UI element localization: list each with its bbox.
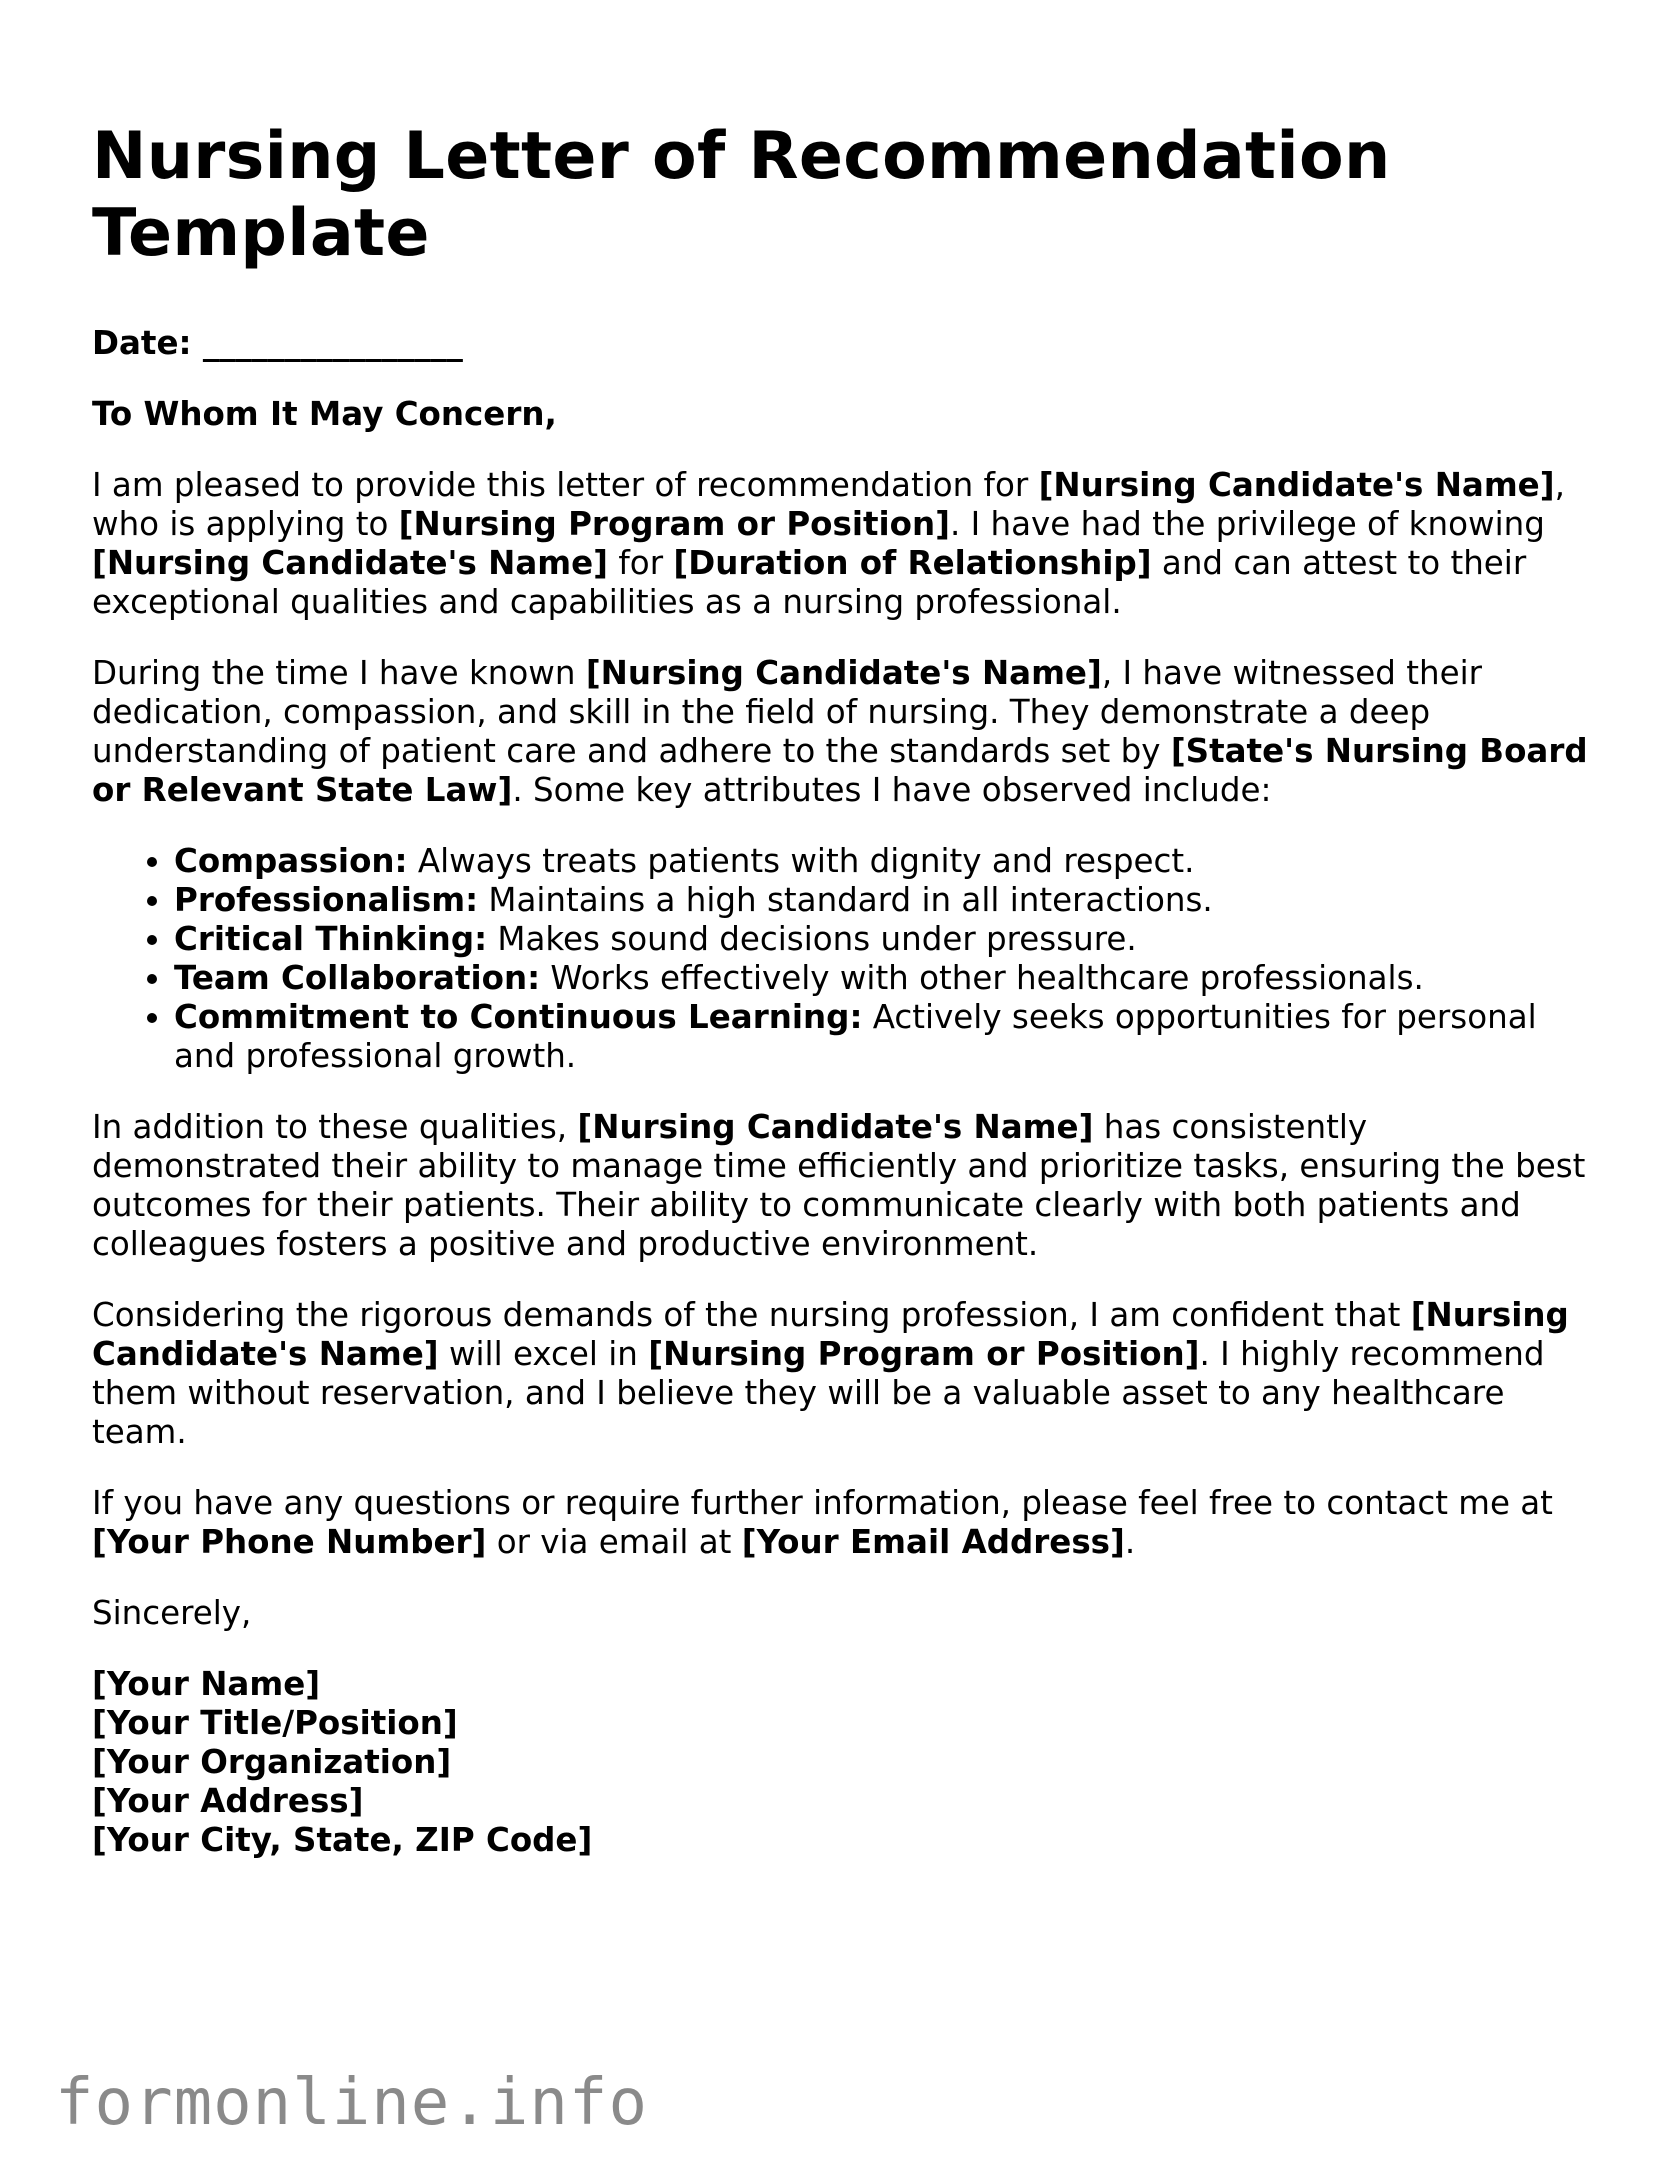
attribute-text: Makes sound decisions under pressure.	[487, 920, 1137, 958]
text: , I have witnessed their dedication, compassion, and skill in the field of nursing. They demonstrate a deep understanding of patient care and adhere to the standards set by	[92, 654, 1482, 770]
placeholder-candidate-name: [Nursing Candidate's Name]	[585, 654, 1102, 692]
attribute-text: Always treats patients with dignity and respect.	[407, 842, 1195, 880]
placeholder-candidate-name: [Nursing Candidate's Name]	[1038, 466, 1555, 504]
paragraph-observations	[92, 654, 1602, 810]
placeholder-program: [Nursing Program or Position]	[398, 505, 950, 543]
date-label: Date:	[92, 324, 192, 362]
attribute-label: Professionalism:	[174, 881, 479, 919]
attribute-label: Compassion:	[174, 842, 408, 880]
signature-city-state-zip: [Your City, State, ZIP Code]	[92, 1821, 593, 1859]
date-line	[92, 324, 1602, 363]
list-item	[174, 998, 1602, 1076]
text: .	[1124, 1523, 1136, 1561]
text: and can attest to their exceptional qualities and capabilities as a nursing professional.	[92, 544, 1527, 621]
attribute-label: Commitment to Continuous Learning:	[174, 998, 863, 1036]
placeholder-phone: [Your Phone Number]	[92, 1523, 487, 1561]
paragraph-contact	[92, 1484, 1602, 1562]
paragraph-additional	[92, 1108, 1602, 1264]
paragraph-recommendation	[92, 1296, 1602, 1452]
list-item	[174, 881, 1602, 920]
signature-block	[92, 1665, 1602, 1860]
list-item	[174, 842, 1602, 881]
signature-title: [Your Title/Position]	[92, 1704, 458, 1742]
paragraph-intro	[92, 466, 1602, 622]
salutation: To Whom It May Concern,	[92, 395, 557, 433]
text: . I highly recommend them without reservation, and I believe they will be a valuable asset to any healthcare team.	[92, 1335, 1545, 1451]
text: Considering the rigorous demands of the nursing profession, I am confident that	[92, 1296, 1411, 1334]
text: , who is applying to	[92, 466, 1565, 543]
text: will excel in	[438, 1335, 649, 1373]
signature-address: [Your Address]	[92, 1782, 364, 1820]
closing: Sincerely,	[92, 1594, 252, 1632]
placeholder-program: [Nursing Program or Position]	[648, 1335, 1200, 1373]
text: In addition to these qualities,	[92, 1108, 578, 1146]
attribute-text: Works effectively with other healthcare professionals.	[540, 959, 1424, 997]
signature-organization: [Your Organization]	[92, 1743, 452, 1781]
text: or via email at	[486, 1523, 742, 1561]
list-item	[174, 920, 1602, 959]
text: for	[608, 544, 674, 582]
placeholder-email: [Your Email Address]	[741, 1523, 1125, 1561]
attribute-label: Team Collaboration:	[174, 959, 541, 997]
placeholder-candidate-name: [Nursing Candidate's Name]	[92, 1296, 1569, 1373]
list-item	[174, 959, 1602, 998]
page-title: Nursing Letter of Recommendation Template	[92, 119, 1391, 271]
attribute-label: Critical Thinking:	[174, 920, 488, 958]
placeholder-candidate-name: [Nursing Candidate's Name]	[577, 1108, 1094, 1146]
text: . Some key attributes I have observed include:	[512, 771, 1272, 809]
text: has consistently demonstrated their ability to manage time efficiently and prioritize tasks, ensuring the best outcomes for their patients. Their ability to communicate clearly with both patients and colleagues fosters a positive and productive environment.	[92, 1108, 1586, 1263]
text: If you have any questions or require further information, please feel free to contact me at	[92, 1484, 1553, 1522]
placeholder-duration: [Duration of Relationship]	[673, 544, 1152, 582]
letter-document	[92, 118, 1602, 1860]
attribute-text: Maintains a high standard in all interactions.	[478, 881, 1213, 919]
attribute-text: Actively seeks opportunities for personal and professional growth.	[174, 998, 1537, 1075]
date-blank: ________________	[202, 324, 463, 362]
watermark: formonline.info	[55, 2066, 648, 2140]
attributes-list	[92, 842, 1602, 1076]
signature-name: [Your Name]	[92, 1665, 321, 1703]
placeholder-state-board: [State's Nursing Board or Relevant State Law]	[92, 732, 1588, 809]
text: . I have had the privilege of knowing	[949, 505, 1545, 543]
text: I am pleased to provide this letter of recommendation for	[92, 466, 1039, 504]
text: During the time I have known	[92, 654, 586, 692]
placeholder-candidate-name: [Nursing Candidate's Name]	[92, 544, 609, 582]
